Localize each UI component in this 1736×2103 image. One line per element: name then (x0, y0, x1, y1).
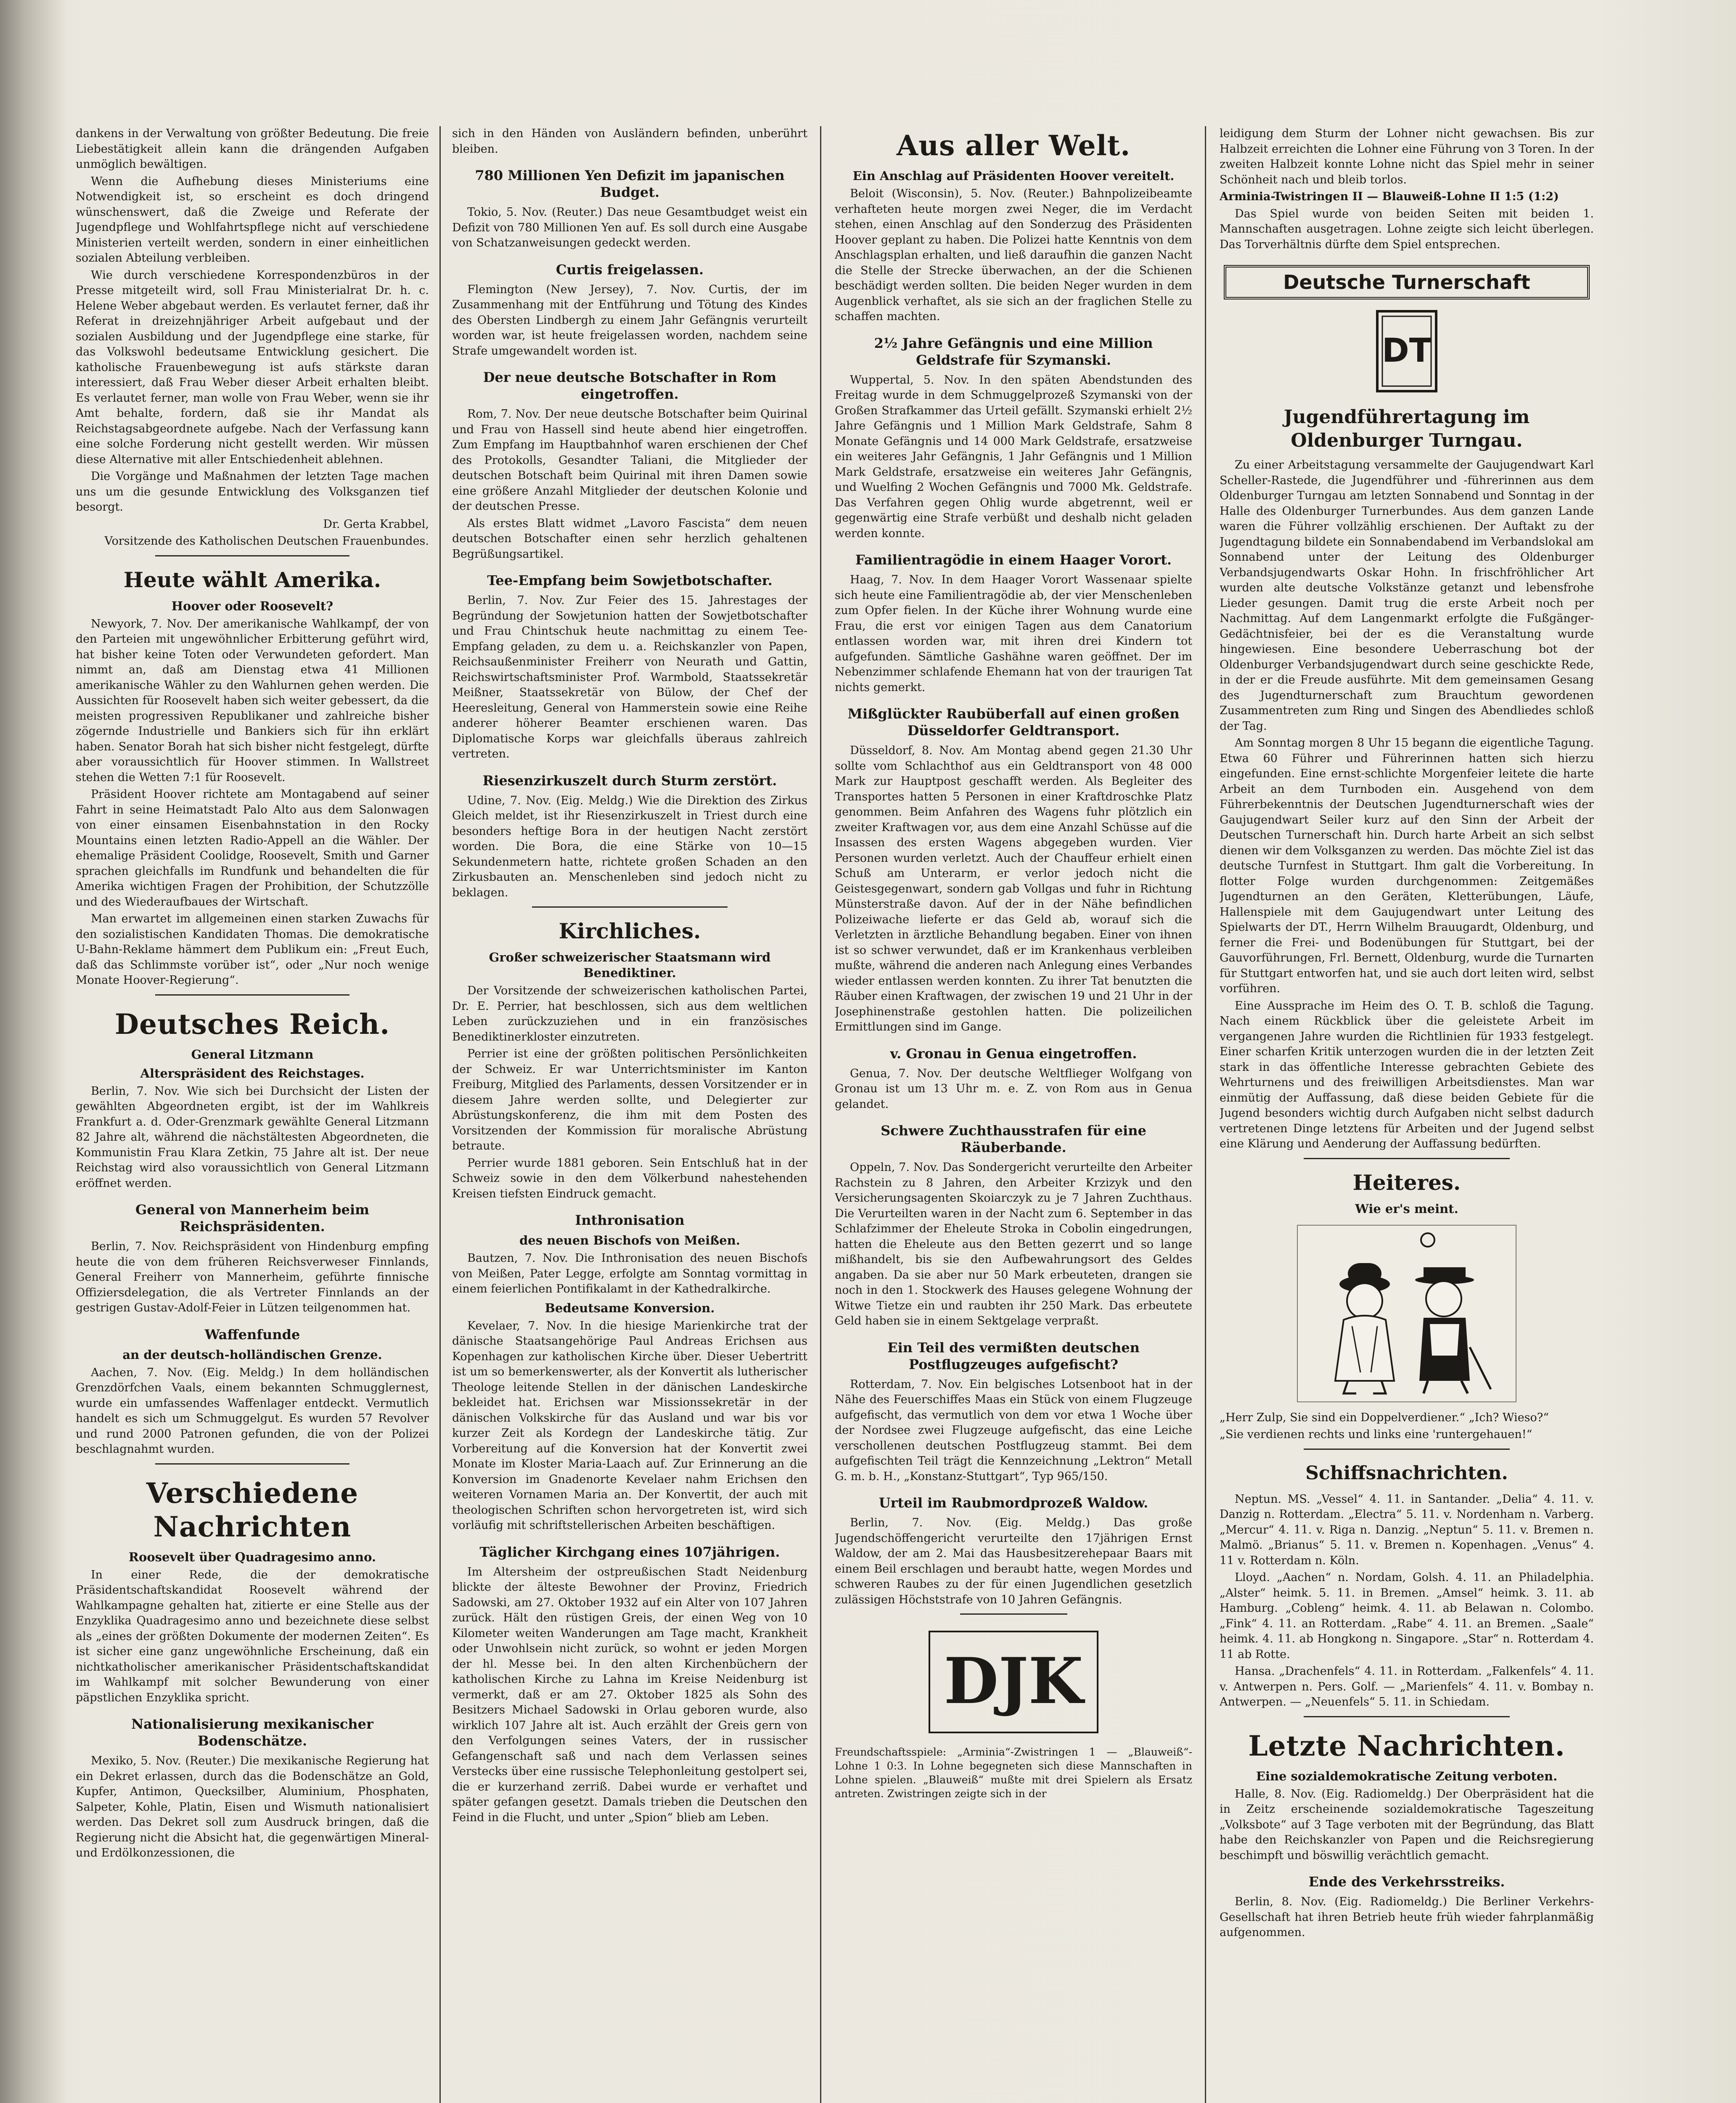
article-headline: Roosevelt über Quadragesimo anno. (128, 1549, 376, 1564)
cartoon-illustration (1289, 1221, 1524, 1406)
article-headline: des neuen Bischofs von Meißen. (519, 1233, 740, 1247)
article-headline: Tee-Empfang beim Sowjetbotschafter. (487, 572, 773, 588)
article-headline: 780 Millionen Yen Defizit im japanischen Budget. (475, 167, 785, 200)
article-paragraph: Wenn die Aufhebung dieses Ministeriums eine Notwendigkeit ist, so erscheint es doch dringend wünschenswert, daß die Zweige und Referate der Jugendpflege und Wohlfahrtspflege nicht auf verschiedene Ministerien verteilt werden, sondern in einer einheitlichen sozialen Abteilung verbleiben. (76, 175, 429, 265)
article-headline: 2½ Jahre Gefängnis und eine Million Geldstrafe für Szymanski. (874, 335, 1153, 368)
section-heading: Heiteres. (1352, 1170, 1461, 1195)
article-paragraph: Neptun. MS. „Vessel“ 4. 11. in Santander. „Delia“ 4. 11. v. Danzig n. Rotterdam. „Electra“ 5. 11. v. Nordenham n. Varberg. „Mercur“ 4. 11. v. Riga n. Danzig. „Neptun“ 5. 11. v. Bremen n. Malmö. „Brianus“ 5. 11. v. Bremen n. Kopenhagen. „Venus“ 4. 11 v. Rotterdam n. Köln. (1220, 1492, 1594, 1567)
article-paragraph: Berlin, 7. Nov. (Eig. Meldg.) Das große Jugendschöffengericht verurteilte den 17jährigen Ernst Waldow, der am 2. Mai das Hausbesitzerehepaar Baars mit einem Beil erschlagen und beraubt hatte, wegen Mordes und schweren Raubes zu der für einen Jugendlichen gesetzlich zulässigen Höchststrafe von 10 Jahren Gefängnis. (835, 1516, 1192, 1606)
article-headline: Mißglückter Raubüberfall auf einen großen Düsseldorfer Geldtransport. (847, 706, 1180, 739)
column-1 (76, 126, 429, 2103)
section-heading: Kirchliches. (558, 919, 701, 943)
section-separator (155, 1463, 349, 1465)
article-paragraph: Perrier ist eine der größten politischen Persönlichkeiten der Schweiz. Er war Unterrichtsminister im Kanton Freiburg, Mitglied des Parlaments, dessen Vorsitzender er in diesem Jahre werden sollte, und Delegierter zur Abrüstungskonferenz, die ihm mit dem Posten des Vorsitzenden der Kommission für moralische Abrüstung betraute. (452, 1047, 807, 1152)
sport-results: Freundschaftsspiele: „Arminia“-Zwistringen 1 — „Blauweiß“-Lohne 1 0:3. In Lohne begegneten sich diese Mannschaften in Lohne spielen. „Blauweiß“ mußte mit drei Spielern als Ersatz antreten. Zwistringen zeigte sich in der (835, 1746, 1192, 1800)
article-paragraph: Rom, 7. Nov. Der neue deutsche Botschafter beim Quirinal und Frau von Hassell sind heute abend hier eingetroffen. Zum Empfang im Hauptbahnhof waren erschienen der Chef des Protokolls, Gesandter Taliani, die Mitglieder der deutschen Botschaft beim Quirinal mit ihren Damen sowie eine größere Anzahl Mitglieder der deutschen Kolonie und der deutschen Presse. (452, 408, 807, 513)
column-4 (1220, 126, 1594, 2103)
article-paragraph: Halle, 8. Nov. (Eig. Radiomeldg.) Der Oberpräsident hat die in Zeitz erscheinende sozialdemokratische Tageszeitung „Volksbote“ auf 3 Tage verboten mit der Begründung, das Blatt habe den Reichskanzler von Papen und die Reichsregierung beschimpft und böswillig verächtlich gemacht. (1220, 1787, 1594, 1862)
section-separator (1304, 1716, 1510, 1717)
column-2 (452, 126, 807, 2103)
article-subheading: Hoover oder Roosevelt? (171, 599, 333, 613)
article-paragraph: Als erstes Blatt widmet „Lavoro Fascista“ dem neuen deutschen Botschafter einen sehr herzlich gehaltenen Begrüßungsartikel. (452, 516, 807, 561)
cartoon-caption: „Sie verdienen rechts und links eine 'runtergehauen!“ (1220, 1428, 1532, 1441)
article-subheading: Wie er's meint. (1355, 1201, 1458, 1216)
section-separator (155, 994, 349, 996)
column-3 (835, 126, 1192, 2103)
page-fold-shadow (0, 0, 67, 2103)
section-heading: Heute wählt Amerika. (123, 567, 381, 592)
article-headline: an der deutsch-holländischen Grenze. (122, 1347, 382, 1362)
signature-role: Vorsitzende des Katholischen Deutschen Frauenbundes. (104, 535, 429, 548)
article-headline: Eine sozialdemokratische Zeitung verboten. (1256, 1769, 1558, 1783)
article-paragraph: dankens in der Verwaltung von größter Bedeutung. Die freie Liebestätigkeit allein kann die drängenden Aufgaben unmöglich bewältigen. (76, 127, 429, 171)
article-headline: Waffenfunde (204, 1326, 300, 1343)
article-paragraph: Perrier wurde 1881 geboren. Sein Entschluß hat in der Schweiz sowie in den dem Völkerbund nahestehenden Kreisen tiefsten Eindruck gemacht. (452, 1156, 807, 1200)
article-paragraph: Eine Aussprache im Heim des O. T. B. schloß die Tagung. Nach einem Rückblick über die geleistete Arbeit im vergangenen Jahre wurden die Richtlinien für 1933 festgelegt. Einer scharfen Kritik unterzogen wurden die in der letzten Zeit stark in das öffentliche Interesse gebrachten Gebiete des Wehrturnens und des freiwilligen Arbeitsdienstes. Man war einmütig der Auffassung, daß diese beiden Gebiete für die Jugend besonders wichtig durch Aufgaben nicht selbst dadurch vertretenen Dinge letztens für Arbeiten und der Jugend selbst eine Klärung und Aenderung der Auffassung bedürften. (1220, 999, 1594, 1150)
article-paragraph: Udine, 7. Nov. (Eig. Meldg.) Wie die Direktion des Zirkus Gleich meldet, ist ihr Riesenzirkuszelt in Triest durch eine besonders heftige Bora in der heutigen Nacht zerstört worden. Die Bora, die eine Stärke von 10—15 Sekundenmetern hatte, richtete großen Schaden an den Zirkusbauten an. Menschenleben sind jedoch nicht zu beklagen. (452, 794, 807, 899)
section-heading: Schiffsnachrichten. (1305, 1462, 1508, 1484)
section-separator (1304, 1158, 1510, 1159)
article-headline: Ein Teil des vermißten deutschen Postflugzeuges aufgefischt? (887, 1339, 1140, 1372)
article-headline: Schwere Zuchthausstrafen für eine Räuberbande. (881, 1123, 1146, 1155)
column-rule (439, 126, 441, 2103)
article-paragraph: sich in den Händen von Ausländern befinden, unberührt bleiben. (452, 127, 807, 156)
article-headline: Ein Anschlag auf Präsidenten Hoover vereitelt. (852, 169, 1175, 183)
article-paragraph: Haag, 7. Nov. In dem Haager Vorort Wassenaar spielte sich heute eine Familientragödie ab, der vier Menschenleben zum Opfer fielen. In der Küche ihrer Wohnung wurde eine Frau, die erst vor einigen Tagen aus dem Canatorium entlassen worden war, mit ihren drei Kindern tot aufgefunden. Sämtliche Gashähne waren geöffnet. Der im Nebenzimmer schlafende Ehemann hat von der traurigen Tat nichts gemerkt. (835, 573, 1192, 694)
turnerschaft-emblem-icon (1373, 307, 1440, 395)
article-headline: General von Mannerheim beim Reichspräsidenten. (135, 1202, 369, 1234)
article-headline: v. Gronau in Genua eingetroffen. (890, 1045, 1137, 1062)
article-headline: Der neue deutsche Botschafter in Rom eingetroffen. (483, 369, 777, 402)
article-paragraph: Berlin, 7. Nov. Reichspräsident von Hindenburg empfing heute die von dem früheren Reichsverweser Finnlands, General Freiherr von Mannerheim, geführte finnische Offiziersdelegation, die als Vertreter Finnlands an der gestrigen Gustav-Adolf-Feier in Lützen teilgenommen hat. (76, 1240, 429, 1314)
match-result: Arminia-Twistringen II — Blauweiß-Lohne II 1:5 (1:2) (1220, 190, 1559, 203)
article-headline: Familientragödie in einem Haager Vorort. (855, 552, 1172, 568)
article-paragraph: Düsseldorf, 8. Nov. Am Montag abend gegen 21.30 Uhr sollte vom Schlachthof aus ein Geldtransport von 48 000 Mark zur Hauptpost geschafft werden. Als Begleiter des Transportes hatten 5 Personen in einer Kraftdroschke Platz genommen. Beim Anfahren des Wagens fuhr plötzlich ein zweiter Kraftwagen vor, aus dem eine Anzahl Schüsse auf die Insassen des ersten Wagens abgegeben wurden. Vier Personen wurden verletzt. Auch der Chauffeur erhielt einen Schuß am Unterarm, er verlor jedoch nicht die Geistesgegenwart, sondern gab Vollgas und fuhr in Richtung Münsterstraße davon. Auf der in der Nähe befindlichen Polizeiwache lieferte er das Geld ab, worauf sich die Verletzten in ärztliche Behandlung begaben. Einer von ihnen ist so schwer verwundet, daß er im Krankenhaus verbleiben mußte, während die anderen nach Anlegung eines Verbandes wieder entlassen werden konnten. Zu ihrer Tat benutzten die Räuber einen Kraftwagen, der zwischen 19 und 21 Uhr in der Josephinenstraße gestohlen hatten. Die polizeilichen Ermittlungen sind im Gange. (835, 744, 1192, 1033)
article-headline: Riesenzirkuszelt durch Sturm zerstört. (482, 772, 777, 789)
article-paragraph: Zu einer Arbeitstagung versammelte der Gaujugendwart Karl Scheller-Rastede, die Jugendführer und -führerinnen aus dem Oldenburger Turngau am letzten Sonnabend und Sonntag in der Halle des Oldenburger Turnerbundes. Aus dem ganzen Lande waren die Führer vollzählig erschienen. Der Auftakt zu der Jugendtagung bildete ein Sonnabendabend im Verbandslokal am Sonnabend unter der Leitung des Oldenburger Verbandsjugendwarts Oskar Hohn. In frischfröhlicher Art wurden alte deutsche Volkstänze getanzt und lebensfrohe Lieder gesungen. Damit trug die erste Arbeit noch per Nachmittag. Auf dem Langenmarkt erfolgte die Fußgänger-Gedächtnisfeier, bei der es die Veranstaltung wurde hingewiesen. Eine besondere Ueberraschung bot der Oldenburger Verbandsjugendwart durch seine geschickte Rede, in der er die Freude ausführte. Mit dem gemeinsamen Gesang des Jugendturnerschaft zum Brauchtum gewordenen Zusammentreten zum Ring und Singen des Abendliedes schloß der Tag. (1220, 458, 1594, 733)
article-paragraph: Präsident Hoover richtete am Montagabend auf seiner Fahrt in seine Heimatstadt Palo Alto aus dem Salonwagen von einer einsamen Eisenbahnstation in den Rocky Mountains einen letzten Radio-Appell an die Wähler. Der ehemalige Präsident Coolidge, Roosevelt, Smith und Garner sprachen gleichfalls im Rundfunk und behandelten die für Amerika wichtigen Fragen der Prohibition, der Schutzzölle und des Wiederaufbaues der Wirtschaft. (76, 788, 429, 908)
section-heading: Verschiedene Nachrichten (146, 1476, 359, 1543)
article-paragraph: Der Vorsitzende der schweizerischen katholischen Partei, Dr. E. Perrier, hat beschlossen, sich aus dem weltlichen Leben zurückzuziehen und in ein französisches Benediktinerkloster einzutreten. (452, 984, 807, 1044)
article-headline: Großer schweizerischer Staatsmann wird Benediktiner. (489, 950, 771, 980)
article-headline: Jugendführertagung im Oldenburger Turngau. (1283, 406, 1530, 451)
article-paragraph: Bautzen, 7. Nov. Die Inthronisation des neuen Bischofs von Meißen, Pater Legge, erfolgte am Sonntag vormittag in einem feierlichen Pontifikalamt in der Kathedralkirche. (452, 1252, 807, 1295)
column-rule (820, 126, 821, 2103)
article-paragraph: leidigung dem Sturm der Lohner nicht gewachsen. Bis zur Halbzeit erreichten die Lohner eine Führung von 3 Toren. In der zweiten Halbzeit konnte Lohne nicht das Spiel mehr in seiner Schönheit nach und bleib torlos. (1220, 127, 1594, 186)
section-heading: Letzte Nachrichten. (1248, 1729, 1565, 1762)
article-paragraph: Tokio, 5. Nov. (Reuter.) Das neue Gesamtbudget weist ein Defizit von 780 Millionen Yen auf. Es soll durch eine Ausgabe von Schatzanweisungen gedeckt werden. (452, 206, 807, 249)
article-paragraph: Man erwartet im allgemeinen einen starken Zuwachs für den sozialistischen Kandidaten Thomas. Die demokratische U-Bahn-Reklame hämmert dem Publikum ein: „Freut Euch, daß das Schlimmste vorüber ist“, oder „Nur noch wenige Monate Hoover-Regierung“. (76, 912, 429, 987)
section-box-heading: Deutsche Turnerschaft (1224, 265, 1590, 299)
article-headline: Inthronisation (575, 1212, 685, 1228)
article-paragraph: Newyork, 7. Nov. Der amerikanische Wahlkampf, der von den Parteien mit ungewöhnlicher Erbitterung geführt wird, hat bisher keine Toten oder Verwundeten gefordert. Man nimmt an, daß am Dienstag etwa 41 Millionen amerikanische Wähler zu den Wahlurnen gehen werden. Die Aussichten für Roosevelt haben sich weiter gebessert, da die meisten progressiven Republikaner und zahlreiche bisher zögernde Industrielle und Bankiers sich für ihn erklärt haben. Senator Borah hat sich bisher nicht festgelegt, dürfte aber voraussichtlich für Hoover stimmen. In Wallstreet stehen die Wetten 7:1 für Roosevelt. (76, 617, 429, 784)
section-separator (1304, 1449, 1510, 1450)
article-paragraph: Kevelaer, 7. Nov. In die hiesige Marienkirche trat der dänische Staatsangehörige Paul Andreas Erichsen aus Kopenhagen zur katholischen Kirche über. Dieser Uebertritt ist um so bemerkenswerter, als der Konvertit als lutherischer Theologe leitende Stellen in der dänischen Landeskirche bekleidet hat. Erichsen war Missionssekretär in der dänischen Volkskirche für das Ausland und war bis vor kurzer Zeit als Kordegn der Landeskirche tätig. Zur Vorbereitung auf die Konversion hat der Konvertit zwei Monate im Kloster Maria-Laach auf. Zur Erinnerung an die Konversion im Gnadenorte Kevelaer nahm Erichsen den weiteren Vornamen Maria an. Der Konvertit, der auch mit theologischen Schriften schon hervorgetreten ist, wird sich vorläufig mit schriftstellerischen Arbeiten beschäftigen. (452, 1319, 807, 1532)
column-rule (1205, 126, 1206, 2103)
section-heading: Deutsches Reich. (114, 1007, 390, 1041)
section-separator (155, 555, 349, 556)
article-headline: Nationalisierung mexikanischer Bodenschätze. (131, 1716, 373, 1749)
article-headline: Bedeutsame Konversion. (545, 1300, 715, 1315)
article-paragraph: Berlin, 7. Nov. Wie sich bei Durchsicht der Listen der gewählten Abgeordneten ergibt, ist der im Wahlkreis Frankfurt a. d. Oder-Grenzmark gewählte General Litzmann 82 Jahre alt, während die nächstältesten Abgeordneten, die Kommunistin Frau Klara Zetkin, 75 Jahre alt ist. Der neue Reichstag wird also voraussichtlich von General Litzmann eröffnet werden. (76, 1084, 429, 1190)
article-paragraph: Oppeln, 7. Nov. Das Sondergericht verurteilte den Arbeiter Rachstein zu 8 Jahren, den Arbeiter Krzizyk und den Versicherungsagenten Skoiarczyk zu je 7 Jahren Zuchthaus. Die Verurteilten waren in der Nacht zum 6. September in das Schlafzimmer der Eheleute Stroka in Cobolin eingedrungen, hatten die Eheleute aus den Betten gezerrt und so lange mißhandelt, bis sie den Aufbewahrungsort des Geldes angaben. Da sie aber nur 50 Mark erbeuteten, drangen sie noch in den 1. Stockwerk des Hauses gelegene Wohnung der Witwe Tietze ein und raubten ihr 250 Mark. Das erbeutete Geld haben sie in einem Sektgelage verpraßt. (835, 1161, 1192, 1327)
section-separator (960, 1613, 1067, 1615)
djk-logo-icon (925, 1627, 1102, 1737)
article-paragraph: Das Spiel wurde von beiden Seiten mit beiden 1. Mannschaften ausgetragen. Lohne zeigte sich leicht überlegen. Das Torverhältnis dürfte dem Spiel entsprechen. (1220, 207, 1594, 251)
article-headline: Ende des Verkehrsstreiks. (1308, 1874, 1505, 1890)
section-separator (532, 906, 728, 908)
article-paragraph: Aachen, 7. Nov. (Eig. Meldg.) In dem holländischen Grenzdörfchen Vaals, einem bekannten Schmugglernest, wurde ein umfassendes Waffenlager entdeckt. Vermutlich handelt es sich um Schmuggelgut. Es wurden 57 Revolver und rund 2000 Patronen gefunden, die von der Polizei beschlagnahmt wurden. (76, 1366, 429, 1456)
article-paragraph: Genua, 7. Nov. Der deutsche Weltflieger Wolfgang von Gronau ist um 13 Uhr m. e. Z. von Rom aus in Genua gelandet. (835, 1067, 1192, 1111)
article-paragraph: Wuppertal, 5. Nov. In den späten Abendstunden des Freitag wurde in dem Schmuggelprozeß Szymanski von der Großen Strafkammer das Urteil gefällt. Szymanski erhielt 2½ Jahre Gefängnis und 1 Million Mark Geldstrafe, Sahm 8 Monate Gefängnis und 14 000 Mark Geldstrafe, ersatzweise ein weiteres Jahr Gefängnis, 1 Jahr Gefängnis und 1 Million Mark Geldstrafe, ersatzweise ein weiteres Jahr Gefängnis, und Wuelfing 2 Wochen Gefängnis und 7000 Mk. Geldstrafe. Das Verfahren gegen Ohlig wurde abgetrennt, weil er gegenwärtig eine Strafe verbüßt und deshalb nicht geladen werden konnte. (835, 373, 1192, 540)
signature: Dr. Gerta Krabbel, (323, 517, 429, 531)
article-paragraph: Mexiko, 5. Nov. (Reuter.) Die mexikanische Regierung hat ein Dekret erlassen, durch das die Bodenschätze an Gold, Kupfer, Antimon, Quecksilber, Aluminium, Phosphaten, Salpeter, Kohle, Platin, Eisen und Wismuth nationalisiert werden. Das Dekret soll zum Ausdruck bringen, daß die Regierung nicht die Absicht hat, die gegenwärtigen Mineral- und Erdölkonzessionen, die (76, 1754, 429, 1859)
article-paragraph: Die Vorgänge und Maßnahmen der letzten Tage machen uns um die gesunde Entwicklung des Volksganzen tief besorgt. (76, 470, 429, 514)
article-paragraph: Rotterdam, 7. Nov. Ein belgisches Lotsenboot hat in der Nähe des Feuerschiffes Maas ein Stück von einem Flugzeuge aufgefischt, das vermutlich von dem vor etwa 1 Woche über der Nordsee zwei Flugzeuge aufgefischt, das eine Leiche verschollenen deutschen Postflugzeug stammt. Bei dem aufgefischten Teil trägt die Kennzeichnung „Lektron“ Metall G. m. b. H., „Konstanz-Stuttgart“, Typ 965/150. (835, 1377, 1192, 1483)
article-paragraph: Beloit (Wisconsin), 5. Nov. (Reuter.) Bahnpolizeibeamte verhafteten heute morgen zwei Neger, die im Verdacht stehen, einen Anschlag auf den Sonderzug des Präsidenten Hoover geplant zu haben. Die Polizei hatte Kenntnis von dem Anschlagsplan erhalten, und ließ daraufhin die ganzen Nacht die Stelle der Strecke überwachen, an der die Schienen beschädigt werden sollten. Die beiden Neger wurden in dem Augenblick verhaftet, als sie sich an der fraglichen Stelle zu schaffen machten. (835, 187, 1192, 323)
article-paragraph: Wie durch verschiedene Korrespondenzbüros in der Presse mitgeteilt wird, soll Frau Ministerialrat Dr. h. c. Helene Weber abgebaut werden. Es verlautet ferner, daß ihr Referat in dreizehnjähriger Arbeit aufgebaut und der sozialen Ausbildung und der Jugendpflege eine starke, für das Volkswohl bedeutsame Entwicklung gesichert. Die katholische Frauenbewegung ist aufs stärkste daran interessiert, daß Frau Weber dieser Arbeit erhalten bleibt. Es verlautet ferner, man wolle von Frau Weber, wenn sie ihr Amt behalte, fordern, daß sie ihr Mandat als Reichstagsabgeordnete aufgebe. Nach der Verfassung kann eine solche Forderung nicht gestellt werden. Wir müssen diese Alternative mit aller Entschiedenheit ablehnen. (76, 268, 429, 466)
article-paragraph: In einer Rede, die der demokratische Präsidentschaftskandidat Roosevelt während der Wahlkampagne gehalten hat, zitierte er eine Stelle aus der Enzyklika Quadragesimo anno und bezeichnete diese selbst als „eines der größten Dokumente der modernen Zeiten“. Es ist sicher eine ganz ungewöhnliche Erscheinung, daß ein nichtkatholischer amerikanischer Präsidentschaftskandidat im Wahlkampf mit solcher Bewunderung von einer päpstlichen Enzyklika spricht. (76, 1568, 429, 1704)
article-headline: Täglicher Kirchgang eines 107jährigen. (479, 1544, 780, 1560)
article-headline: Alterspräsident des Reichstages. (140, 1066, 365, 1081)
article-paragraph: Hansa. „Drachenfels“ 4. 11. in Rotterdam. „Falkenfels“ 4. 11. v. Antwerpen n. Pers. Golf. — „Marienfels“ 4. 11. v. Bombay n. Antwerpen. — „Neuenfels“ 5. 11. in Schiedam. (1220, 1665, 1594, 1708)
cartoon-caption: „Herr Zulp, Sie sind ein Doppelverdiener.“ „Ich? Wieso?“ (1220, 1411, 1549, 1424)
article-paragraph: Am Sonntag morgen 8 Uhr 15 begann die eigentliche Tagung. Etwa 60 Führer und Führerinnen hatten sich hierzu eingefunden. Eine ernst-schlichte Morgenfeier leitete die harte Arbeit an dem Turnboden ein. Ausgehend von dem Führerbekenntnis der Deutschen Jugendturnerschaft wies der Gaujugendwart Seiler kurz auf den Sinn der Arbeit der Deutschen Turnerschaft hin. Durch harte Arbeit an sich selbst dienen wir dem Volksganzen zu werden. Das möchte Ziel ist das deutsche Turnfest in Stuttgart. Ihm galt die Vorbereitung. In flotter Folge wurden durchgenommen: Zeitgemäßes Jugendturnen an den Geräten, Kletterübungen, Läufe, Hallenspiele mit dem Gaujugendwart unter Leitung des Spielwarts der DT., Herrn Wilhelm Brauugardt, Oldenburg, und ferner die Frei- und Bodenübungen für Stuttgart, bei der Gauvorführungen, Frl. Bernett, Oldenburg, wurde die Turnarten für Stuttgart entworfen hat, und sie auch dort leiten wird, selbst vorführen. (1220, 736, 1594, 995)
article-paragraph: Im Altersheim der ostpreußischen Stadt Neidenburg blickte der älteste Bewohner der Provinz, Friedrich Sadowski, am 27. Oktober 1932 auf ein Alter von 107 Jahren zurück. Hält den rüstigen Greis, der einen Weg von 10 Kilometer weiten Wanderungen am Tage macht, Krankheit oder Unwohlsein nicht zurück, so wohnt er jeden Morgen der hl. Messe bei. In den alten Kirchenbüchern der katholischen Kirche zu Lahna im Kreise Neidenburg ist vermerkt, daß er am 27. Oktober 1825 als Sohn des Besitzers Michael Sadowski in Orlau geboren wurde, also wirklich 107 Jahre alt ist. Auch erzählt der Greis gern von den Verfolgungen seines Vaters, der in russischer Gefangenschaft saß und nach dem Verlassen seines Verstecks über eine russische Telephonleitung gestolpert sei, die er kurzerhand zerriß. Dabei wurde er verhaftet und später gefangen gesetzt. Damals trieben die Deutschen den Feind in die Flucht, und unter „Spion“ blieb am Leben. (452, 1565, 807, 1824)
article-headline: Urteil im Raubmordprozeß Waldow. (879, 1495, 1149, 1511)
article-paragraph: Berlin, 8. Nov. (Eig. Radiomeldg.) Die Berliner Verkehrs-Gesellschaft hat ihren Betrieb heute früh wieder fahrplanmäßig aufgenommen. (1220, 1895, 1594, 1939)
article-headline: Curtis freigelassen. (556, 261, 704, 278)
article-paragraph: Flemington (New Jersey), 7. Nov. Curtis, der im Zusammenhang mit der Entführung und Tötung des Kindes des Obersten Lindbergh zu einem Jahr Gefängnis verurteilt worden war, ist heute freigelassen worden, nachdem seine Strafe umgewandelt worden ist. (452, 283, 807, 358)
section-heading: Aus aller Welt. (896, 129, 1131, 162)
article-paragraph: Berlin, 7. Nov. Zur Feier des 15. Jahrestages der Begründung der Sowjetunion hatten der Sowjetbotschafter und Frau Chintschuk heute nachmittag zu einem Tee-Empfang geladen, zu dem u. a. Reichskanzler von Papen, Reichsaußenminister Freiherr von Neurath und Gattin, Reichswirtschaftsminister Prof. Warmbold, Staatssekretär Meißner, Staatssekretär von Bülow, der Chef der Heeresleitung, General von Hammerstein sowie eine Reihe anderer höherer Beamter erschienen waren. Das Diplomatische Korps war gleichfalls überaus zahlreich vertreten. (452, 594, 807, 760)
emblem-letters: DT (1382, 332, 1432, 370)
djk-logo-text: DJK (944, 1644, 1083, 1718)
article-paragraph: Lloyd. „Aachen“ n. Nordam, Golsh. 4. 11. an Philadelphia. „Alster“ heimk. 5. 11. in Bremen. „Amsel“ heimk. 3. 11. ab Hamburg. „Cobleng“ heimk. 4. 11. ab Belawan n. Colombo. „Fink“ 4. 11. an Rotterdam. „Rabe“ 4. 11. an Bremen. „Saale“ heimk. 4. 11. ab Hongkong n. Singapore. „Star“ n. Rotterdam 4. 11 ab Rotte. (1220, 1571, 1594, 1661)
article-headline: General Litzmann (191, 1047, 314, 1062)
